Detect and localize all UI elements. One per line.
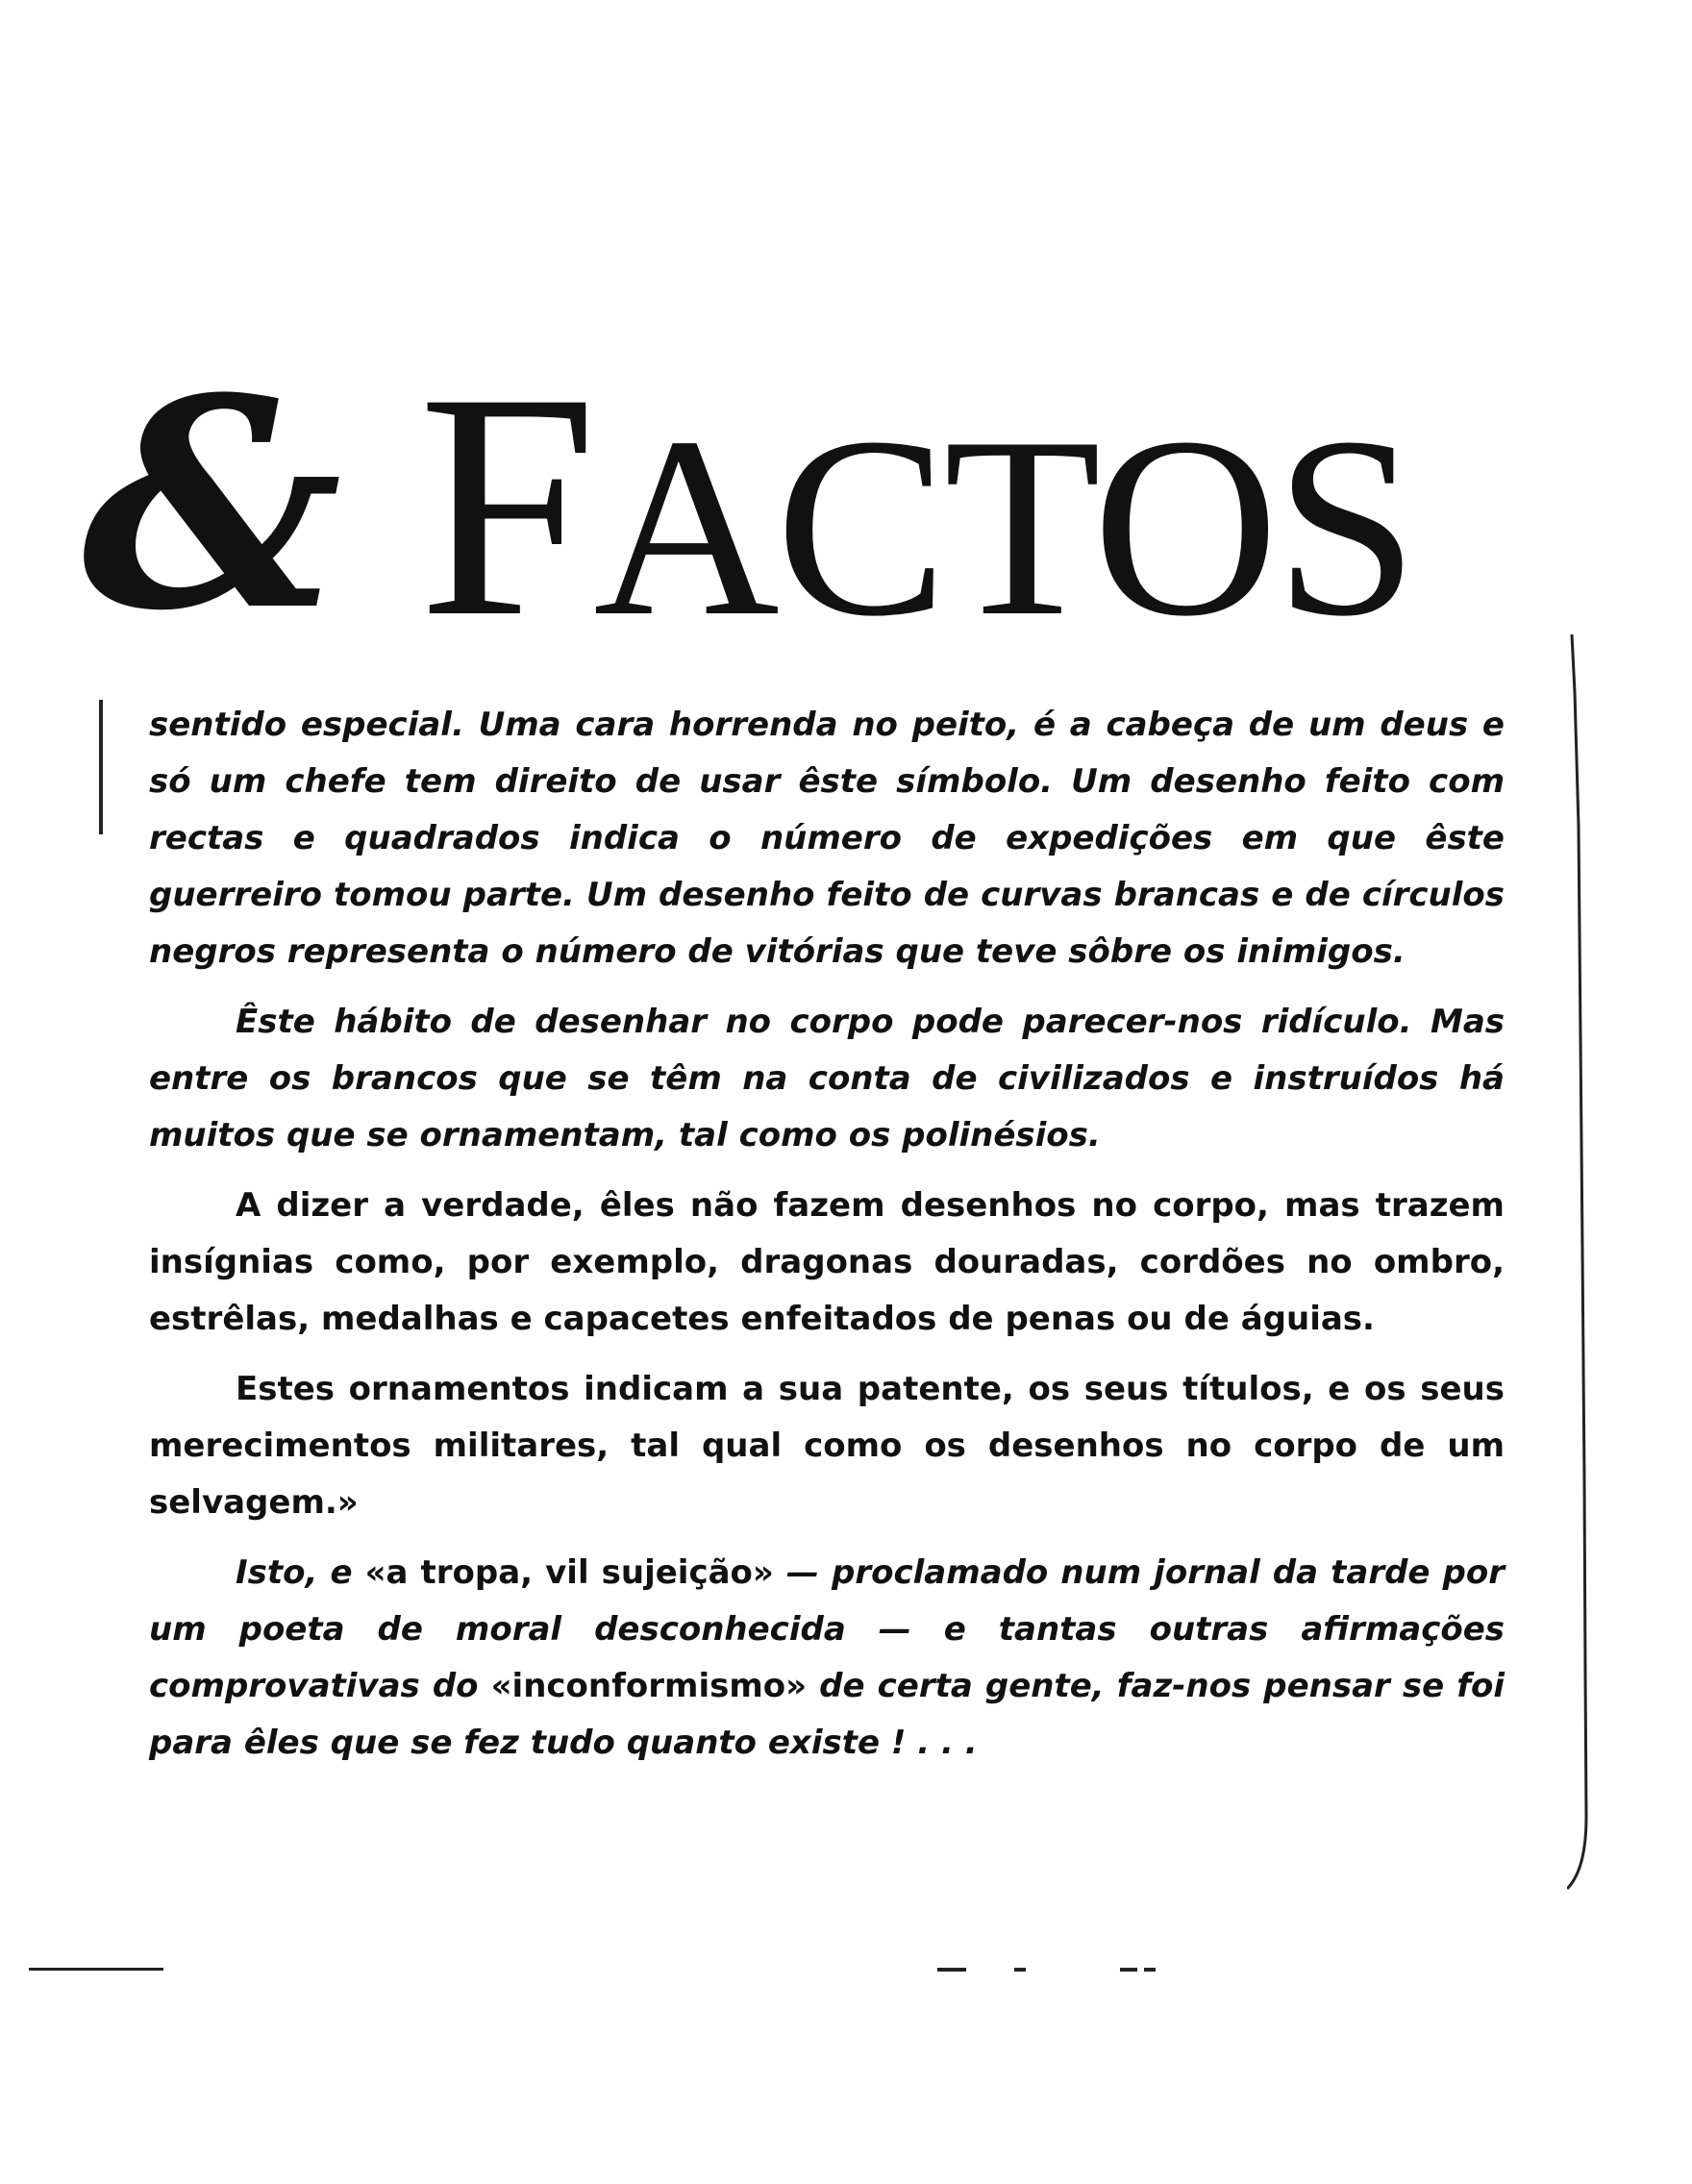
paragraph-2: Êste hábito de desenhar no corpo pode parecer-nos ridículo. Mas entre os brancos que se têm na conta de civilizados e instruídos há muitos que se ornamentam, tal como os polinésios. — [149, 1003, 1505, 1154]
paragraph-closing — [149, 1545, 1505, 1772]
closing-part-1: Isto, e — [236, 1553, 365, 1592]
closing-quote: «a tropa, vil sujeição» — [364, 1553, 774, 1592]
closing-part-2: — proclamado num jornal da tarde por um poeta de moral desconhecida — e tantas outras afirmações comprovativas do — [149, 1553, 1505, 1705]
headline-rest: ACTOS — [593, 384, 1415, 669]
right-bracket-mark — [1567, 634, 1605, 1903]
headline — [77, 327, 1519, 683]
paragraph-1: sentido especial. Uma cara horrenda no peito, é a cabeça de um deus e só um chefe tem direito de usar êste símbolo. Um desenho feito com rectas e quadrados indica o número de expedições em que êste guerreiro tomou parte. Um desenho feito de curvas brancas e de círculos negros representa o número de vitórias que teve sôbre os inimigos. — [149, 706, 1505, 971]
paragraph-3: A dizer a verdade, êles não fazem desenhos no corpo, mas trazem insígnias como, por exemplo, dragonas douradas, cordões no ombro, estrêlas, medalhas e capacetes enfeitados de penas ou de águias. — [149, 1186, 1505, 1338]
left-margin-mark — [99, 700, 103, 834]
headline-ampersand: & — [82, 335, 342, 674]
footer-marks — [937, 1967, 1168, 1973]
bottom-left-rule — [29, 1968, 163, 1971]
closing-quote-2: «inconformismo» — [490, 1667, 808, 1705]
headline-word — [418, 327, 1415, 683]
article-body — [149, 697, 1505, 1785]
paragraph-4: Estes ornamentos indicam a sua patente, os seus títulos, e os seus merecimentos militares, tal qual como os desenhos no corpo de um selvagem.» — [149, 1370, 1505, 1522]
closing-part-3: de certa gente, faz-nos pensar se foi para êles que se fez tudo quanto existe ! . . . — [149, 1667, 1505, 1762]
headline-initial: F — [418, 327, 594, 683]
